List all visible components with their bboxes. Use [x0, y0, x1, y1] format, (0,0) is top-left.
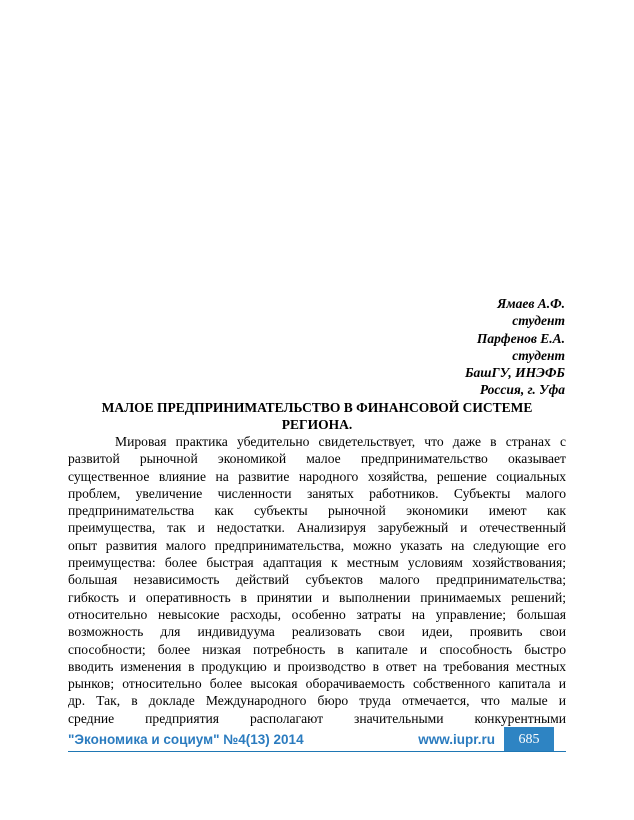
author-location: Россия, г. Уфа: [479, 382, 565, 398]
body-line: проблем, увеличение численности занятых работников. Субъекты малого: [68, 485, 566, 501]
author-role: студент: [512, 313, 565, 329]
paper-title: [68, 399, 566, 433]
author-affiliation: БашГУ, ИНЭФБ: [464, 365, 565, 381]
body-line: развитой рыночной экономикой малое предпринимательство оказывает: [68, 451, 566, 467]
body-line: опыт развития малого предпринимательства, можно указать на следующие его: [68, 537, 566, 553]
footer-url[interactable]: www.iupr.ru: [418, 732, 495, 747]
body-line: предпринимательства как субъекты рыночной экономики имеют как: [68, 503, 566, 519]
body-line: возможность для индивидуума реализовать свои идеи, проявить свои: [68, 624, 566, 640]
body-line: рынков; относительно более высокая оборачиваемость собственного капитала и: [68, 676, 566, 692]
title-line: МАЛОЕ ПРЕДПРИНИМАТЕЛЬСТВО В ФИНАНСОВОЙ СИСТЕМЕ: [101, 400, 533, 415]
body-text: [68, 433, 566, 727]
footer-divider: [68, 751, 566, 752]
footer-journal: "Экономика и социум" №4(13) 2014: [68, 732, 304, 747]
body-line: существенное влияние на развитие народного хозяйства, решение социальных: [68, 468, 566, 484]
body-line: средние предприятия располагают значительными конкурентными: [68, 710, 566, 726]
page-number: 685: [504, 727, 554, 752]
body-line: Мировая практика убедительно свидетельствует, что даже в странах с: [115, 434, 566, 449]
body-line: большая независимость действий субъектов малого предпринимательства;: [68, 572, 566, 588]
body-line: способности; более низкая потребность в капитале и способность быстро: [68, 641, 566, 657]
author-block: [465, 295, 565, 399]
author-name: Ямаев А.Ф.: [497, 296, 565, 311]
title-line: РЕГИОНА.: [281, 417, 353, 432]
body-line: преимущества, так и недостатки. Анализируя зарубежный и отечественный: [68, 520, 566, 536]
body-line: вводить изменения в продукцию и производство в ответ на требования местных: [68, 658, 566, 674]
body-line: преимущества: более быстрая адаптация к местным условиям хозяйствования;: [68, 555, 566, 571]
author-name: Парфенов Е.А.: [476, 330, 565, 346]
body-line: др. Так, в докладе Международного бюро труда отмечается, что малые и: [68, 693, 566, 709]
body-line: гибкость и оперативность в принятии и выполнении принимаемых решений;: [68, 589, 566, 605]
author-role: студент: [512, 347, 565, 363]
body-line: относительно невысокие расходы, особенно затраты на управление; большая: [68, 606, 566, 622]
